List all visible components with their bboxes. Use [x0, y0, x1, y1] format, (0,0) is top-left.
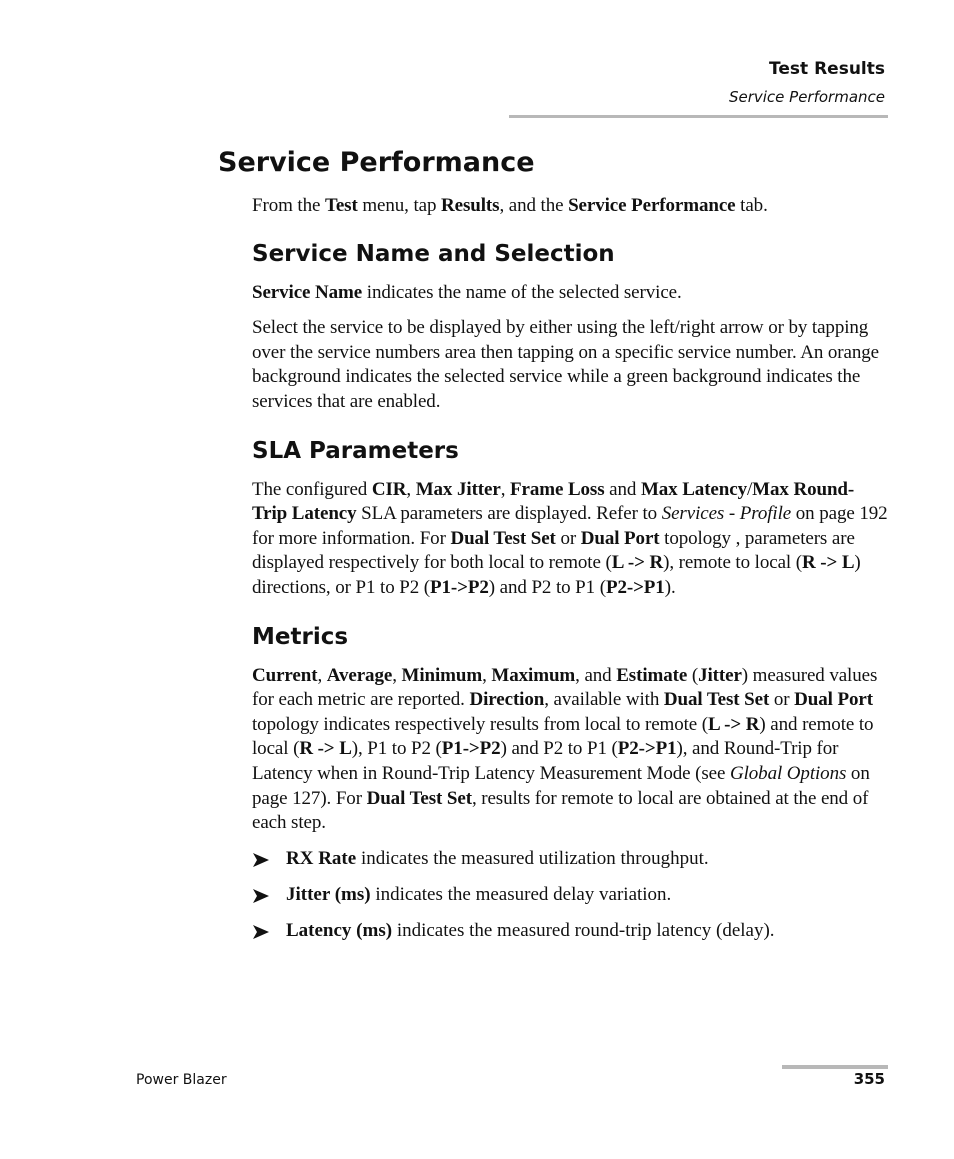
footer-rule — [782, 1065, 888, 1069]
heading-metrics: Metrics — [252, 623, 349, 650]
metrics-paragraph: Current, Average, Minimum, Maximum, and Estimate (Jitter) measured values for each metric are reported. Direction, available with Dual Test Set or Dual Port topology indicates respectively results from local to remote (L -> R) and remote to local (R -> L), P1 to P2 (P1->P2) and P2 to P1 (P2->P1), and Round-Trip for Latency when in Round-Trip Latency Measurement Mode (see Global Options on page 127). For Dual Test Set, results for remote to local are obtained at the end of each step. — [252, 664, 878, 834]
list-item: Latency (ms) indicates the measured round-trip latency (delay). — [252, 919, 888, 944]
header-chapter-title: Test Results — [769, 59, 885, 79]
list-item: RX Rate indicates the measured utilization throughput. — [252, 847, 888, 872]
running-header — [729, 58, 885, 108]
header-section-title: Service Performance — [728, 88, 885, 106]
metrics-bullet-list — [252, 847, 888, 944]
service-name-paragraph: Service Name indicates the name of the selected service. — [252, 281, 682, 303]
heading-service-name-selection: Service Name and Selection — [252, 240, 615, 267]
intro-paragraph: From the Test menu, tap Results, and the Service Performance tab. — [252, 195, 768, 216]
heading-sla-parameters: SLA Parameters — [252, 437, 459, 464]
page-title: Service Performance — [218, 147, 535, 178]
link-services-profile[interactable]: Services - Profile — [661, 503, 792, 525]
link-global-options[interactable]: Global Options — [729, 762, 847, 784]
service-selection-paragraph: Select the service to be displayed by either using the left/right arrow or by tapping over the service numbers area then tapping on a specific service number. An orange background indicates the selected service while a green background indicates the services that are enabled. — [252, 317, 880, 412]
page-body — [252, 194, 888, 955]
sla-paragraph: The configured CIR, Max Jitter, Frame Loss and Max Latency/Max Round-Trip Latency SLA parameters are displayed. Refer to Services - Profile on page 192 for more information. For Dual Test Set or Dual Port topology , parameters are displayed respectively for both local to remote (L -> R), remote to local (R -> L) directions, or P1 to P2 (P1->P2) and P2 to P1 (P2->P1). — [252, 478, 888, 598]
arrow-bullet-icon — [252, 852, 270, 868]
header-rule — [509, 115, 888, 118]
footer-product-name: Power Blazer — [136, 1072, 227, 1088]
arrow-bullet-icon — [252, 924, 270, 940]
list-item: Jitter (ms) indicates the measured delay variation. — [252, 883, 888, 908]
page-number: 355 — [853, 1070, 885, 1088]
arrow-bullet-icon — [252, 888, 270, 904]
